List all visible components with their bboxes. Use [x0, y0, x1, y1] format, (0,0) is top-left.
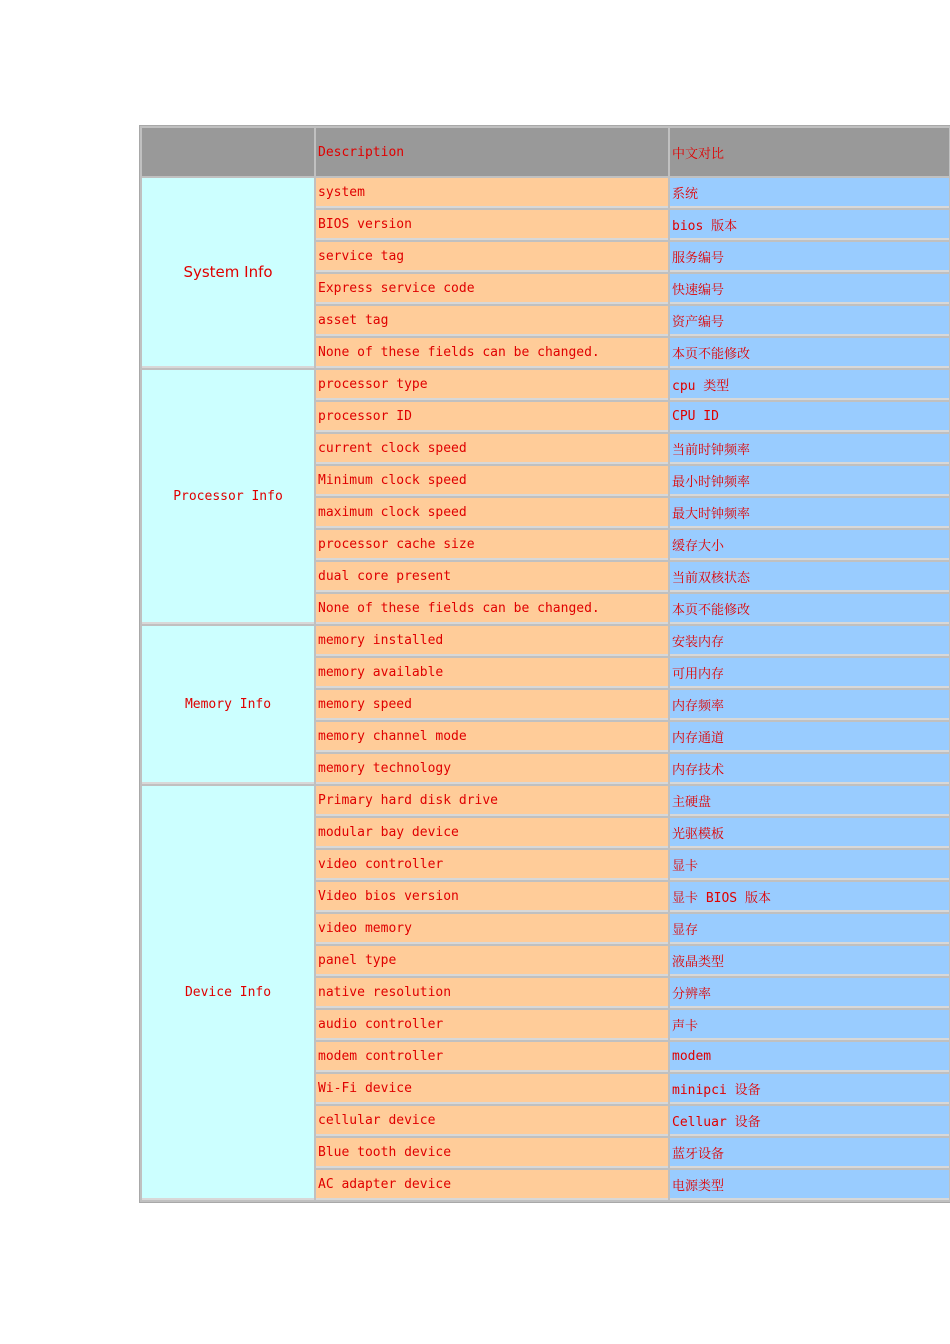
- chinese-cell: 缓存大小: [670, 530, 949, 560]
- table-row: [142, 370, 949, 400]
- description-cell: memory installed: [316, 626, 668, 656]
- chinese-cell: bios 版本: [670, 210, 949, 240]
- section-label: Processor Info: [142, 370, 314, 624]
- header-category-cell: [142, 128, 314, 176]
- chinese-cell: 本页不能修改: [670, 338, 949, 368]
- chinese-cell: 本页不能修改: [670, 594, 949, 624]
- chinese-cell: modem: [670, 1042, 949, 1072]
- description-cell: Video bios version: [316, 882, 668, 912]
- chinese-cell: 内存技术: [670, 754, 949, 784]
- description-cell: asset tag: [316, 306, 668, 336]
- table-row: [142, 786, 949, 816]
- chinese-cell: 当前时钟频率: [670, 434, 949, 464]
- chinese-cell: 内存通道: [670, 722, 949, 752]
- description-cell: maximum clock speed: [316, 498, 668, 528]
- section-label: Device Info: [142, 786, 314, 1200]
- description-cell: service tag: [316, 242, 668, 272]
- description-cell: audio controller: [316, 1010, 668, 1040]
- description-cell: video controller: [316, 850, 668, 880]
- chinese-cell: 当前双核状态: [670, 562, 949, 592]
- description-cell: Minimum clock speed: [316, 466, 668, 496]
- chinese-cell: 系统: [670, 178, 949, 208]
- chinese-cell: 安装内存: [670, 626, 949, 656]
- description-cell: BIOS version: [316, 210, 668, 240]
- chinese-cell: 液晶类型: [670, 946, 949, 976]
- chinese-cell: 主硬盘: [670, 786, 949, 816]
- chinese-cell: cpu 类型: [670, 370, 949, 400]
- description-cell: memory available: [316, 658, 668, 688]
- chinese-cell: 内存频率: [670, 690, 949, 720]
- description-cell: system: [316, 178, 668, 208]
- table-row: [142, 178, 949, 208]
- description-cell: memory channel mode: [316, 722, 668, 752]
- header-chinese-cell: 中文对比: [670, 128, 949, 176]
- chinese-cell: 可用内存: [670, 658, 949, 688]
- chinese-cell: 最小时钟频率: [670, 466, 949, 496]
- description-cell: modular bay device: [316, 818, 668, 848]
- description-cell: AC adapter device: [316, 1170, 668, 1200]
- description-cell: None of these fields can be changed.: [316, 338, 668, 368]
- chinese-cell: 声卡: [670, 1010, 949, 1040]
- section-label: System Info: [142, 178, 314, 368]
- header-row: [142, 128, 949, 176]
- description-cell: None of these fields can be changed.: [316, 594, 668, 624]
- description-cell: current clock speed: [316, 434, 668, 464]
- description-cell: processor type: [316, 370, 668, 400]
- chinese-cell: 电源类型: [670, 1170, 949, 1200]
- table-row: [142, 626, 949, 656]
- description-cell: dual core present: [316, 562, 668, 592]
- chinese-cell: 服务编号: [670, 242, 949, 272]
- chinese-cell: 显存: [670, 914, 949, 944]
- description-cell: Primary hard disk drive: [316, 786, 668, 816]
- description-cell: modem controller: [316, 1042, 668, 1072]
- chinese-cell: CPU ID: [670, 402, 949, 432]
- chinese-cell: minipci 设备: [670, 1074, 949, 1104]
- description-cell: native resolution: [316, 978, 668, 1008]
- description-cell: memory technology: [316, 754, 668, 784]
- description-cell: Blue tooth device: [316, 1138, 668, 1168]
- chinese-cell: 蓝牙设备: [670, 1138, 949, 1168]
- chinese-cell: 资产编号: [670, 306, 949, 336]
- description-cell: Wi-Fi device: [316, 1074, 668, 1104]
- chinese-cell: Celluar 设备: [670, 1106, 949, 1136]
- description-cell: cellular device: [316, 1106, 668, 1136]
- header-description-cell: Description: [316, 128, 668, 176]
- chinese-cell: 光驱模板: [670, 818, 949, 848]
- table-body: [142, 128, 949, 1200]
- bios-glossary-table: [139, 125, 950, 1203]
- description-cell: panel type: [316, 946, 668, 976]
- description-cell: processor cache size: [316, 530, 668, 560]
- chinese-cell: 最大时钟频率: [670, 498, 949, 528]
- chinese-cell: 显卡 BIOS 版本: [670, 882, 949, 912]
- description-cell: video memory: [316, 914, 668, 944]
- chinese-cell: 显卡: [670, 850, 949, 880]
- chinese-cell: 快速编号: [670, 274, 949, 304]
- description-cell: memory speed: [316, 690, 668, 720]
- chinese-cell: 分辨率: [670, 978, 949, 1008]
- section-label: Memory Info: [142, 626, 314, 784]
- description-cell: Express service code: [316, 274, 668, 304]
- description-cell: processor ID: [316, 402, 668, 432]
